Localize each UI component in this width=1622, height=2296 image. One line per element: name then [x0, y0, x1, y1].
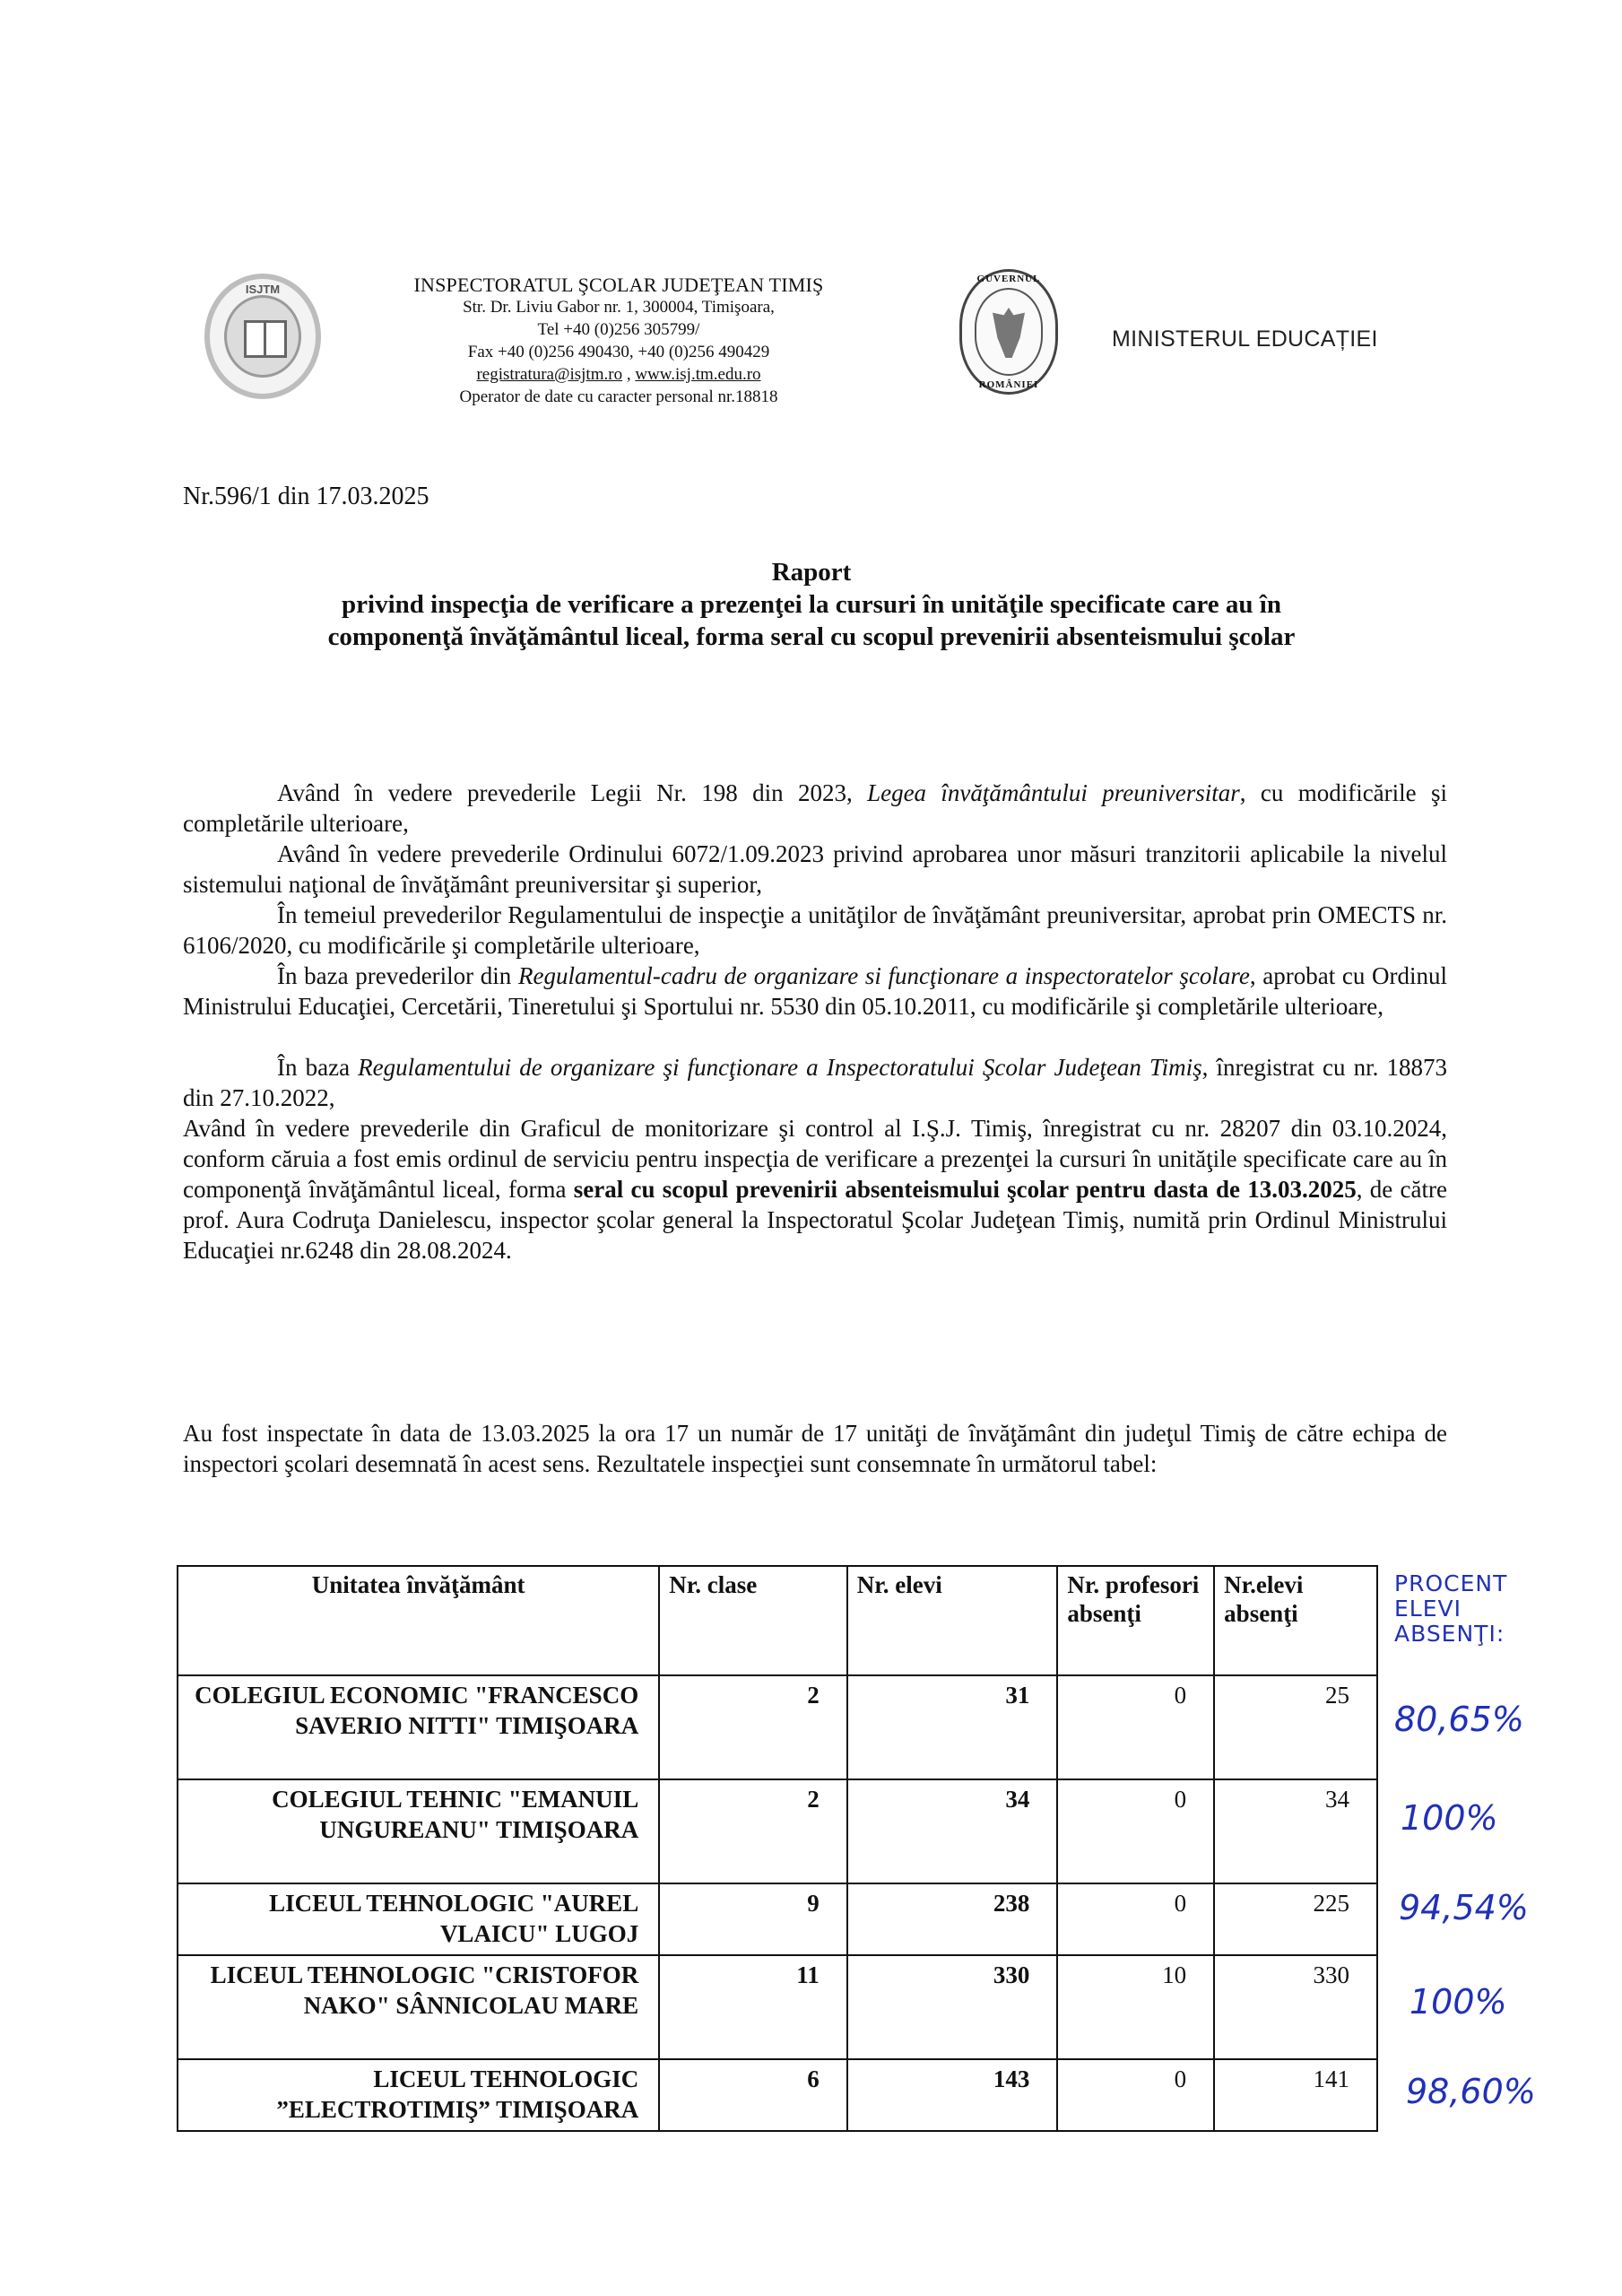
- p6-text-a: Având în vedere prevederile din Graficul de monitorizare şi control al I.Ş.J. Timiş, înregistrat cu nr. 28207 din 03.10.2024, conform căruia a fost emis ordinul de serviciu pentru inspecţia de verificare a prezenţei la cursuri în unităţile specificate care au în componenţă învăţământul liceal, forma: [183, 1115, 1447, 1203]
- classes-count: 11: [659, 1955, 847, 2059]
- absent-students-count: 225: [1214, 1883, 1377, 1955]
- header-absent-teachers: Nr. profesori absenţi: [1057, 1566, 1214, 1675]
- email-link[interactable]: registratura@isjtm.ro: [476, 365, 623, 384]
- absent-students-count: 34: [1214, 1779, 1377, 1883]
- handwritten-label-line-1: PROCENT: [1394, 1570, 1508, 1596]
- table-row: [178, 1675, 1377, 1779]
- handwritten-percent: 98,60%: [1406, 2072, 1536, 2111]
- institution-header: [359, 274, 879, 408]
- paragraph-framework-regulation: [183, 961, 1447, 1022]
- p7-text: Au fost inspectate în data de 13.03.2025 la ora 17 un număr de 17 unităţi de învăţământ din judeţul Timiş de către echipa de inspectori şcolari desemnată în acest sens. Rezultatele inspecţiei sunt consemnate în următorul tabel:: [183, 1420, 1447, 1477]
- registration-number: Nr.596/1 din 17.03.2025: [183, 483, 429, 510]
- institution-contacts: [359, 363, 879, 386]
- institution-fax: Fax +40 (0)256 490430, +40 (0)256 490429: [467, 343, 770, 361]
- handwritten-label-line-3: ABSENŢI:: [1394, 1621, 1505, 1647]
- institution-name: INSPECTORATUL ŞCOLAR JUDEŢEAN TIMIŞ: [413, 274, 824, 296]
- table-row: [178, 1883, 1377, 1955]
- header-students: Nr. elevi: [847, 1566, 1058, 1675]
- paragraph-monitoring-schedule: [183, 1113, 1447, 1265]
- p2-text: Având în vedere prevederile Ordinului 6072/1.09.2023 privind aprobarea unor măsuri tranzitorii aplicabile la nivelul sistemului naţional de învăţământ preuniversitar şi superior,: [183, 840, 1447, 898]
- classes-count: 2: [659, 1779, 847, 1883]
- book-icon: [244, 320, 287, 358]
- table-row: [178, 1955, 1377, 2059]
- paragraph-inspection-regulation: [183, 900, 1447, 961]
- students-count: 330: [847, 1955, 1058, 2059]
- p5-text-a: În baza: [277, 1054, 359, 1081]
- absent-students-count: 25: [1214, 1675, 1377, 1779]
- data-operator-note: Operator de date cu caracter personal nr.18818: [459, 387, 778, 406]
- inspection-results-table: [177, 1565, 1378, 2132]
- handwritten-label-line-2: ELEVI: [1394, 1596, 1462, 1622]
- report-subtitle-line-2: componenţă învăţământul liceal, forma seral cu scopul prevenirii absenteismului şcolar: [327, 622, 1296, 651]
- handwritten-percent: 100%: [1409, 1982, 1507, 2022]
- absent-students-count: 141: [1214, 2059, 1377, 2131]
- unit-name: COLEGIUL TEHNIC "EMANUIL UNGUREANU" TIMIŞOARA: [178, 1779, 659, 1883]
- p3-text: În temeiul prevederilor Regulamentului de inspecţie a unităţilor de învăţământ preuniversitar, aprobat prin OMECTS nr. 6106/2020, cu modificările şi completările ulterioare,: [183, 901, 1447, 959]
- table-row: [178, 1779, 1377, 1883]
- p1-text-a: Având în vedere prevederile Legii Nr. 198 din 2023,: [277, 779, 868, 806]
- absent-teachers-count: 0: [1057, 2059, 1214, 2131]
- table-row: [178, 2059, 1377, 2131]
- handwritten-percent: 94,54%: [1399, 1888, 1529, 1927]
- absent-teachers-count: 10: [1057, 1955, 1214, 2059]
- students-count: 31: [847, 1675, 1058, 1779]
- handwritten-percent-label: [1394, 1571, 1507, 1647]
- p6-text-b: , de către prof. Aura Codruţa Danielescu, inspector şcolar general la Inspectoratul Şcolar Judeţean Timiş, numită prin Ordinul Ministrului Educaţiei nr.6248 din 28.08.2024.: [183, 1176, 1448, 1264]
- ministry-name: MINISTERUL EDUCAȚIEI: [1112, 326, 1378, 352]
- unit-name: LICEUL TEHNOLOGIC "AUREL VLAICU" LUGOJ: [178, 1883, 659, 1955]
- header-unit: Unitatea învăţământ: [178, 1566, 659, 1675]
- p4-regulation-title: Regulamentul-cadru de organizare si funcţionare a inspectoratelor şcolare: [517, 962, 1250, 989]
- header-classes: Nr. clase: [659, 1566, 847, 1675]
- isj-logo: [204, 274, 321, 399]
- p4-text-a: În baza prevederilor din: [277, 962, 518, 989]
- students-count: 34: [847, 1779, 1058, 1883]
- institution-tel: Tel +40 (0)256 305799/: [537, 320, 700, 339]
- unit-name: LICEUL TEHNOLOGIC ”ELECTROTIMIŞ” TIMIŞOARA: [178, 2059, 659, 2131]
- p5-regulation-title: Regulamentului de organizare şi funcţionare a Inspectoratului Şcolar Judeţean Timiş: [358, 1054, 1202, 1081]
- absent-teachers-count: 0: [1057, 1779, 1214, 1883]
- table-header-row: [178, 1566, 1377, 1675]
- report-title-block: [179, 556, 1444, 653]
- students-count: 238: [847, 1883, 1058, 1955]
- unit-name: COLEGIUL ECONOMIC "FRANCESCO SAVERIO NITTI" TIMIŞOARA: [178, 1675, 659, 1779]
- absent-teachers-count: 0: [1057, 1675, 1214, 1779]
- paragraph-order-6072: [183, 839, 1447, 900]
- report-subtitle-line-1: privind inspecţia de verificare a prezenţei la cursuri în unităţile specificate care au în: [342, 590, 1281, 619]
- paragraph-isj-regulation: [183, 1052, 1447, 1113]
- paragraph-inspection-summary: [183, 1418, 1447, 1479]
- government-seal: [959, 269, 1058, 395]
- seal-bottom-text: ROMÂNIEI: [978, 379, 1039, 390]
- classes-count: 2: [659, 1675, 847, 1779]
- handwritten-percent: 80,65%: [1394, 1700, 1524, 1739]
- institution-address: Str. Dr. Liviu Gabor nr. 1, 300004, Timişoara,: [463, 298, 775, 317]
- absent-teachers-count: 0: [1057, 1883, 1214, 1955]
- handwritten-percent: 100%: [1401, 1798, 1498, 1838]
- absent-students-count: 330: [1214, 1955, 1377, 2059]
- students-count: 143: [847, 2059, 1058, 2131]
- website-link[interactable]: www.isj.tm.edu.ro: [635, 365, 761, 384]
- report-title: Raport: [771, 558, 852, 587]
- contact-separator: ,: [622, 365, 636, 384]
- p1-law-title: Legea învăţământului preuniversitar: [867, 779, 1240, 806]
- p1-text-b: , cu modificările şi completările ulterioare,: [183, 779, 1448, 837]
- classes-count: 6: [659, 2059, 847, 2131]
- p5-text-b: , înregistrat cu nr. 18873 din 27.10.2022,: [183, 1054, 1447, 1111]
- isj-logo-label: ISJTM: [245, 283, 281, 296]
- seal-top-text: GUVERNUL: [976, 274, 1041, 284]
- unit-name: LICEUL TEHNOLOGIC "CRISTOFOR NAKO" SÂNNICOLAU MARE: [178, 1955, 659, 2059]
- p4-text-b: , aprobat cu Ordinul Ministrului Educaţiei, Cercetării, Tineretului şi Sportului nr. 5530 din 05.10.2011, cu modificările şi completările ulterioare,: [183, 962, 1448, 1020]
- p6-bold-text: seral cu scopul prevenirii absenteismului şcolar pentru dasta de 13.03.2025: [573, 1176, 1357, 1203]
- paragraph-law-198: [183, 778, 1447, 839]
- classes-count: 9: [659, 1883, 847, 1955]
- header-absent-students: Nr.elevi absenţi: [1214, 1566, 1377, 1675]
